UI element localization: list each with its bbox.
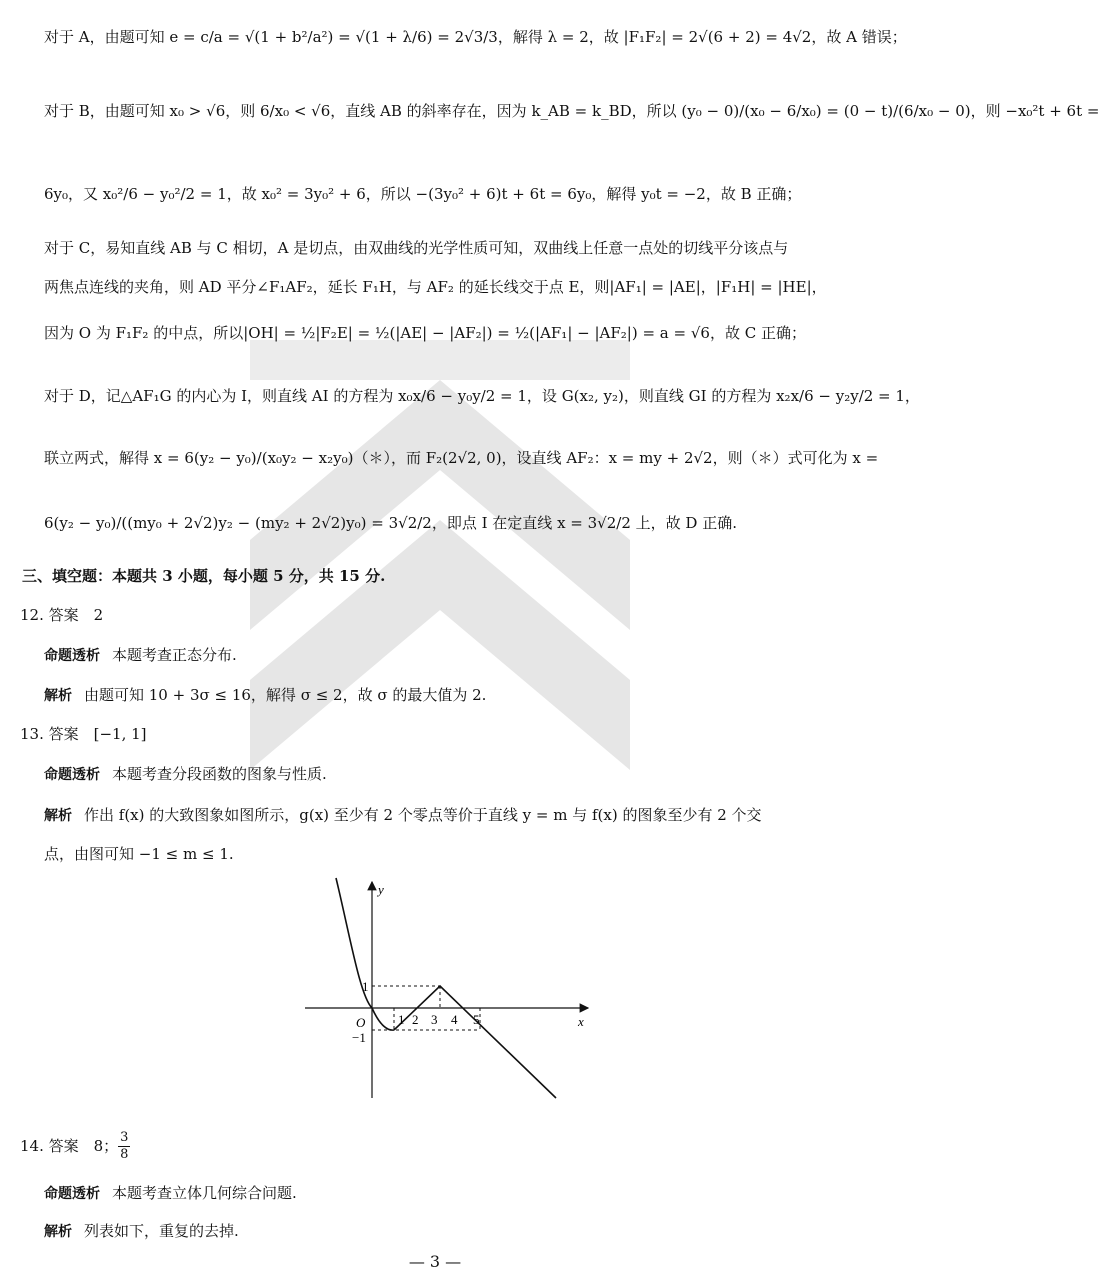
q14-fraction xyxy=(118,1130,130,1164)
tick-3: 3 xyxy=(431,1012,438,1027)
q12-analysis xyxy=(44,644,848,665)
option-c-line-3: 因为 O 为 F₁F₂ 的中点，所以|OH| = ½|F₂E| = ½(|AE| − |AF₂|) = ½(|AF₁| − |AF₂|) = a = √6，故 C 正确； xyxy=(44,324,806,342)
option-c-line-1: 对于 C，易知直线 AB 与 C 相切，A 是切点，由双曲线的光学性质可知，双曲线上任意一点处的切线平分该点与 xyxy=(44,239,789,257)
q12-analysis-text: 本题考查正态分布. xyxy=(112,646,237,664)
function-graph xyxy=(300,876,600,1100)
q14-solution xyxy=(44,1220,848,1241)
q13-analysis-label: 命题透析 xyxy=(44,767,100,783)
q13-analysis-text: 本题考查分段函数的图象与性质. xyxy=(112,765,327,783)
q12-solution xyxy=(44,684,848,705)
q14-fraction-den: 8 xyxy=(120,1147,129,1163)
label-origin: O xyxy=(356,1015,366,1030)
q14-answer-prefix: 14. 答案 8； xyxy=(20,1136,119,1155)
q14-solution-text: 列表如下，重复的去掉. xyxy=(84,1222,239,1240)
label-neg-one: −1 xyxy=(352,1030,366,1045)
tick-2: 2 xyxy=(412,1012,419,1027)
q13-answer: 13. 答案 [−1, 1] xyxy=(20,725,147,743)
q13-solution-text-1: 作出 f(x) 的大致图象如图所示，g(x) 至少有 2 个零点等价于直线 y = m 与 f(x) 的图象至少有 2 个交 xyxy=(84,806,762,824)
q13-analysis xyxy=(44,763,848,784)
label-one: 1 xyxy=(362,979,369,994)
option-d-line-2: 联立两式，解得 x = 6(y₂ − y₀)/(x₀y₂ − x₂y₀)（＊），而 F₂(2√2, 0)，设直线 AF₂：x = my + 2√2，则（＊）式可化为 x = xyxy=(44,449,879,467)
q14-fraction-num: 3 xyxy=(118,1130,130,1147)
tick-5: 5 xyxy=(473,1012,480,1027)
q14-analysis xyxy=(44,1182,848,1203)
q13-solution xyxy=(44,804,848,825)
curve-right xyxy=(394,986,556,1098)
option-d-line-3: 6(y₂ − y₀)/((my₀ + 2√2)y₂ − (my₂ + 2√2)y₀) = 3√2/2，即点 I 在定直线 x = 3√2/2 上，故 D 正确. xyxy=(44,514,737,532)
q12-solution-label: 解析 xyxy=(44,688,72,704)
q14-analysis-text: 本题考查立体几何综合问题. xyxy=(112,1184,297,1202)
page-number: — 3 — xyxy=(408,1252,462,1271)
curve-left xyxy=(336,878,394,1030)
q13-solution-text-2: 点，由图可知 −1 ≤ m ≤ 1. xyxy=(44,845,234,863)
q13-solution-label: 解析 xyxy=(44,808,72,824)
option-b-line-1: 对于 B，由题可知 x₀ > √6，则 6/x₀ < √6，直线 AB 的斜率存在，因为 k_AB = k_BD，所以 (y₀ − 0)/(x₀ − 6/x₀) = (0 − t)/(6/x₀ − 0)，则 −x₀²t + 6t = xyxy=(44,102,1099,120)
section-heading: 三、填空题：本题共 3 小题，每小题 5 分，共 15 分. xyxy=(22,567,386,585)
tick-1: 1 xyxy=(398,1012,405,1027)
q14-analysis-label: 命题透析 xyxy=(44,1186,100,1202)
q12-solution-text: 由题可知 10 + 3σ ≤ 16，解得 σ ≤ 2，故 σ 的最大值为 2. xyxy=(84,686,487,704)
tick-4: 4 xyxy=(451,1012,458,1027)
q12-analysis-label: 命题透析 xyxy=(44,648,100,664)
label-x: x xyxy=(578,1014,584,1029)
option-a-line: 对于 A，由题可知 e = c/a = √(1 + b²/a²) = √(1 + λ/6) = 2√3/3，解得 λ = 2，故 |F₁F₂| = 2√(6 + 2) = 4√2，故 A 错误； xyxy=(44,28,907,46)
option-d-line-1: 对于 D，记△AF₁G 的内心为 I，则直线 AI 的方程为 x₀x/6 − y₀y/2 = 1，设 G(x₂, y₂)，则直线 GI 的方程为 x₂x/6 − y₂y/2 = 1， xyxy=(44,387,920,405)
q12-answer: 12. 答案 2 xyxy=(20,606,104,624)
option-c-line-2: 两焦点连线的夹角，则 AD 平分∠F₁AF₂，延长 F₁H，与 AF₂ 的延长线交于点 E，则|AF₁| = |AE|，|F₁H| = |HE|， xyxy=(44,278,827,296)
q14-answer xyxy=(20,1130,848,1164)
option-b-line-2: 6y₀，又 x₀²/6 − y₀²/2 = 1，故 x₀² = 3y₀² + 6，所以 −(3y₀² + 6)t + 6t = 6y₀，解得 y₀t = −2，故 B 正确； xyxy=(44,185,802,203)
label-y: y xyxy=(378,882,384,897)
q14-solution-label: 解析 xyxy=(44,1224,72,1240)
